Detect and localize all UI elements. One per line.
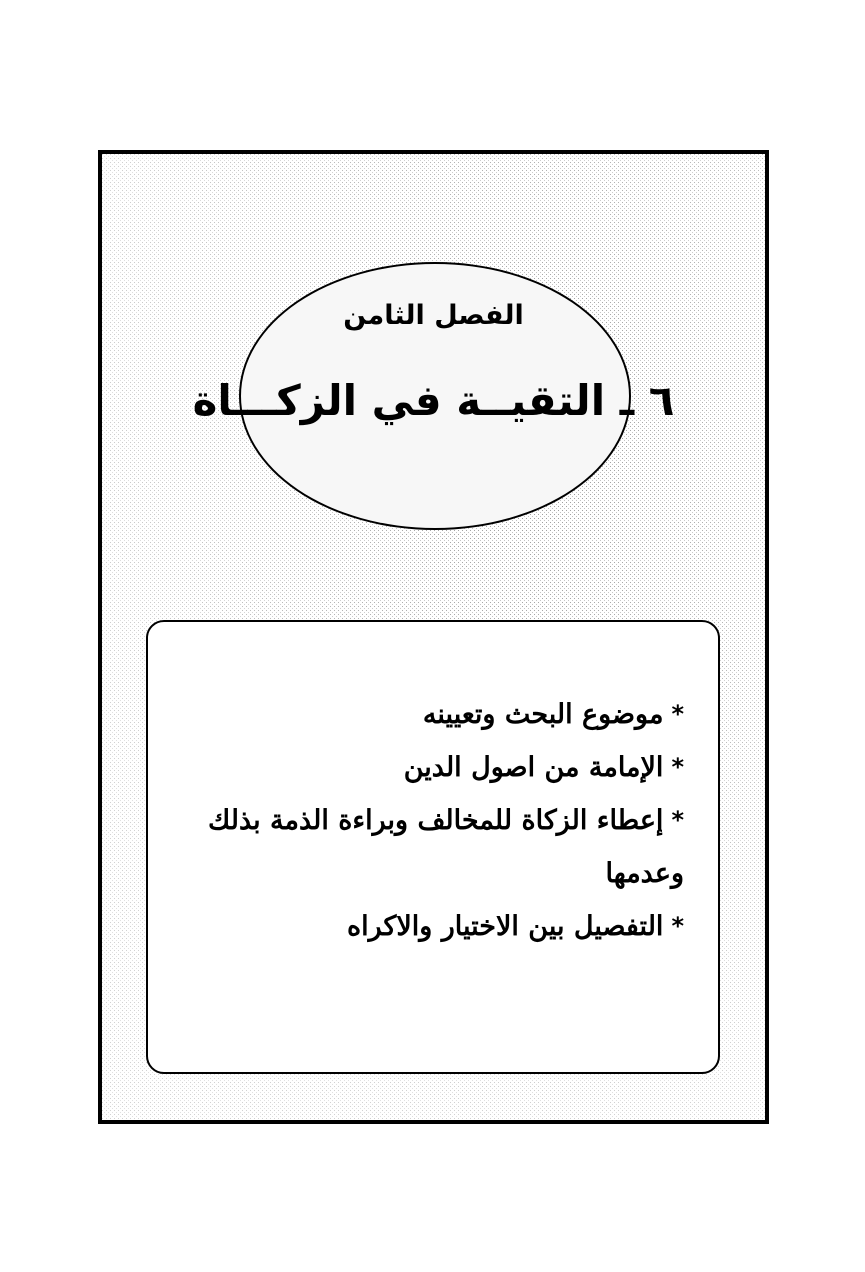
list-item xyxy=(174,688,684,741)
chapter-label: الفصل الثامن xyxy=(343,300,524,331)
topics-list xyxy=(174,688,684,953)
asterisk-icon: * xyxy=(671,700,684,728)
topic-text: إعطاء الزكاة للمخالف وبراءة الذمة بذلك وعدمها xyxy=(207,805,684,889)
list-item xyxy=(174,741,684,794)
asterisk-icon: * xyxy=(671,753,684,781)
topics-box xyxy=(146,620,720,1074)
list-item xyxy=(174,794,684,900)
asterisk-icon: * xyxy=(671,912,684,940)
topic-text: التفصيل بين الاختيار والاكراه xyxy=(346,911,664,942)
chapter-title: ٦ ـ التقيــة في الزكـــاة xyxy=(192,376,675,425)
page-frame xyxy=(98,150,769,1124)
topic-text: موضوع البحث وتعيينه xyxy=(422,699,664,730)
topic-text: الإمامة من اصول الدين xyxy=(403,752,664,783)
asterisk-icon: * xyxy=(671,806,684,834)
list-item xyxy=(174,900,684,953)
